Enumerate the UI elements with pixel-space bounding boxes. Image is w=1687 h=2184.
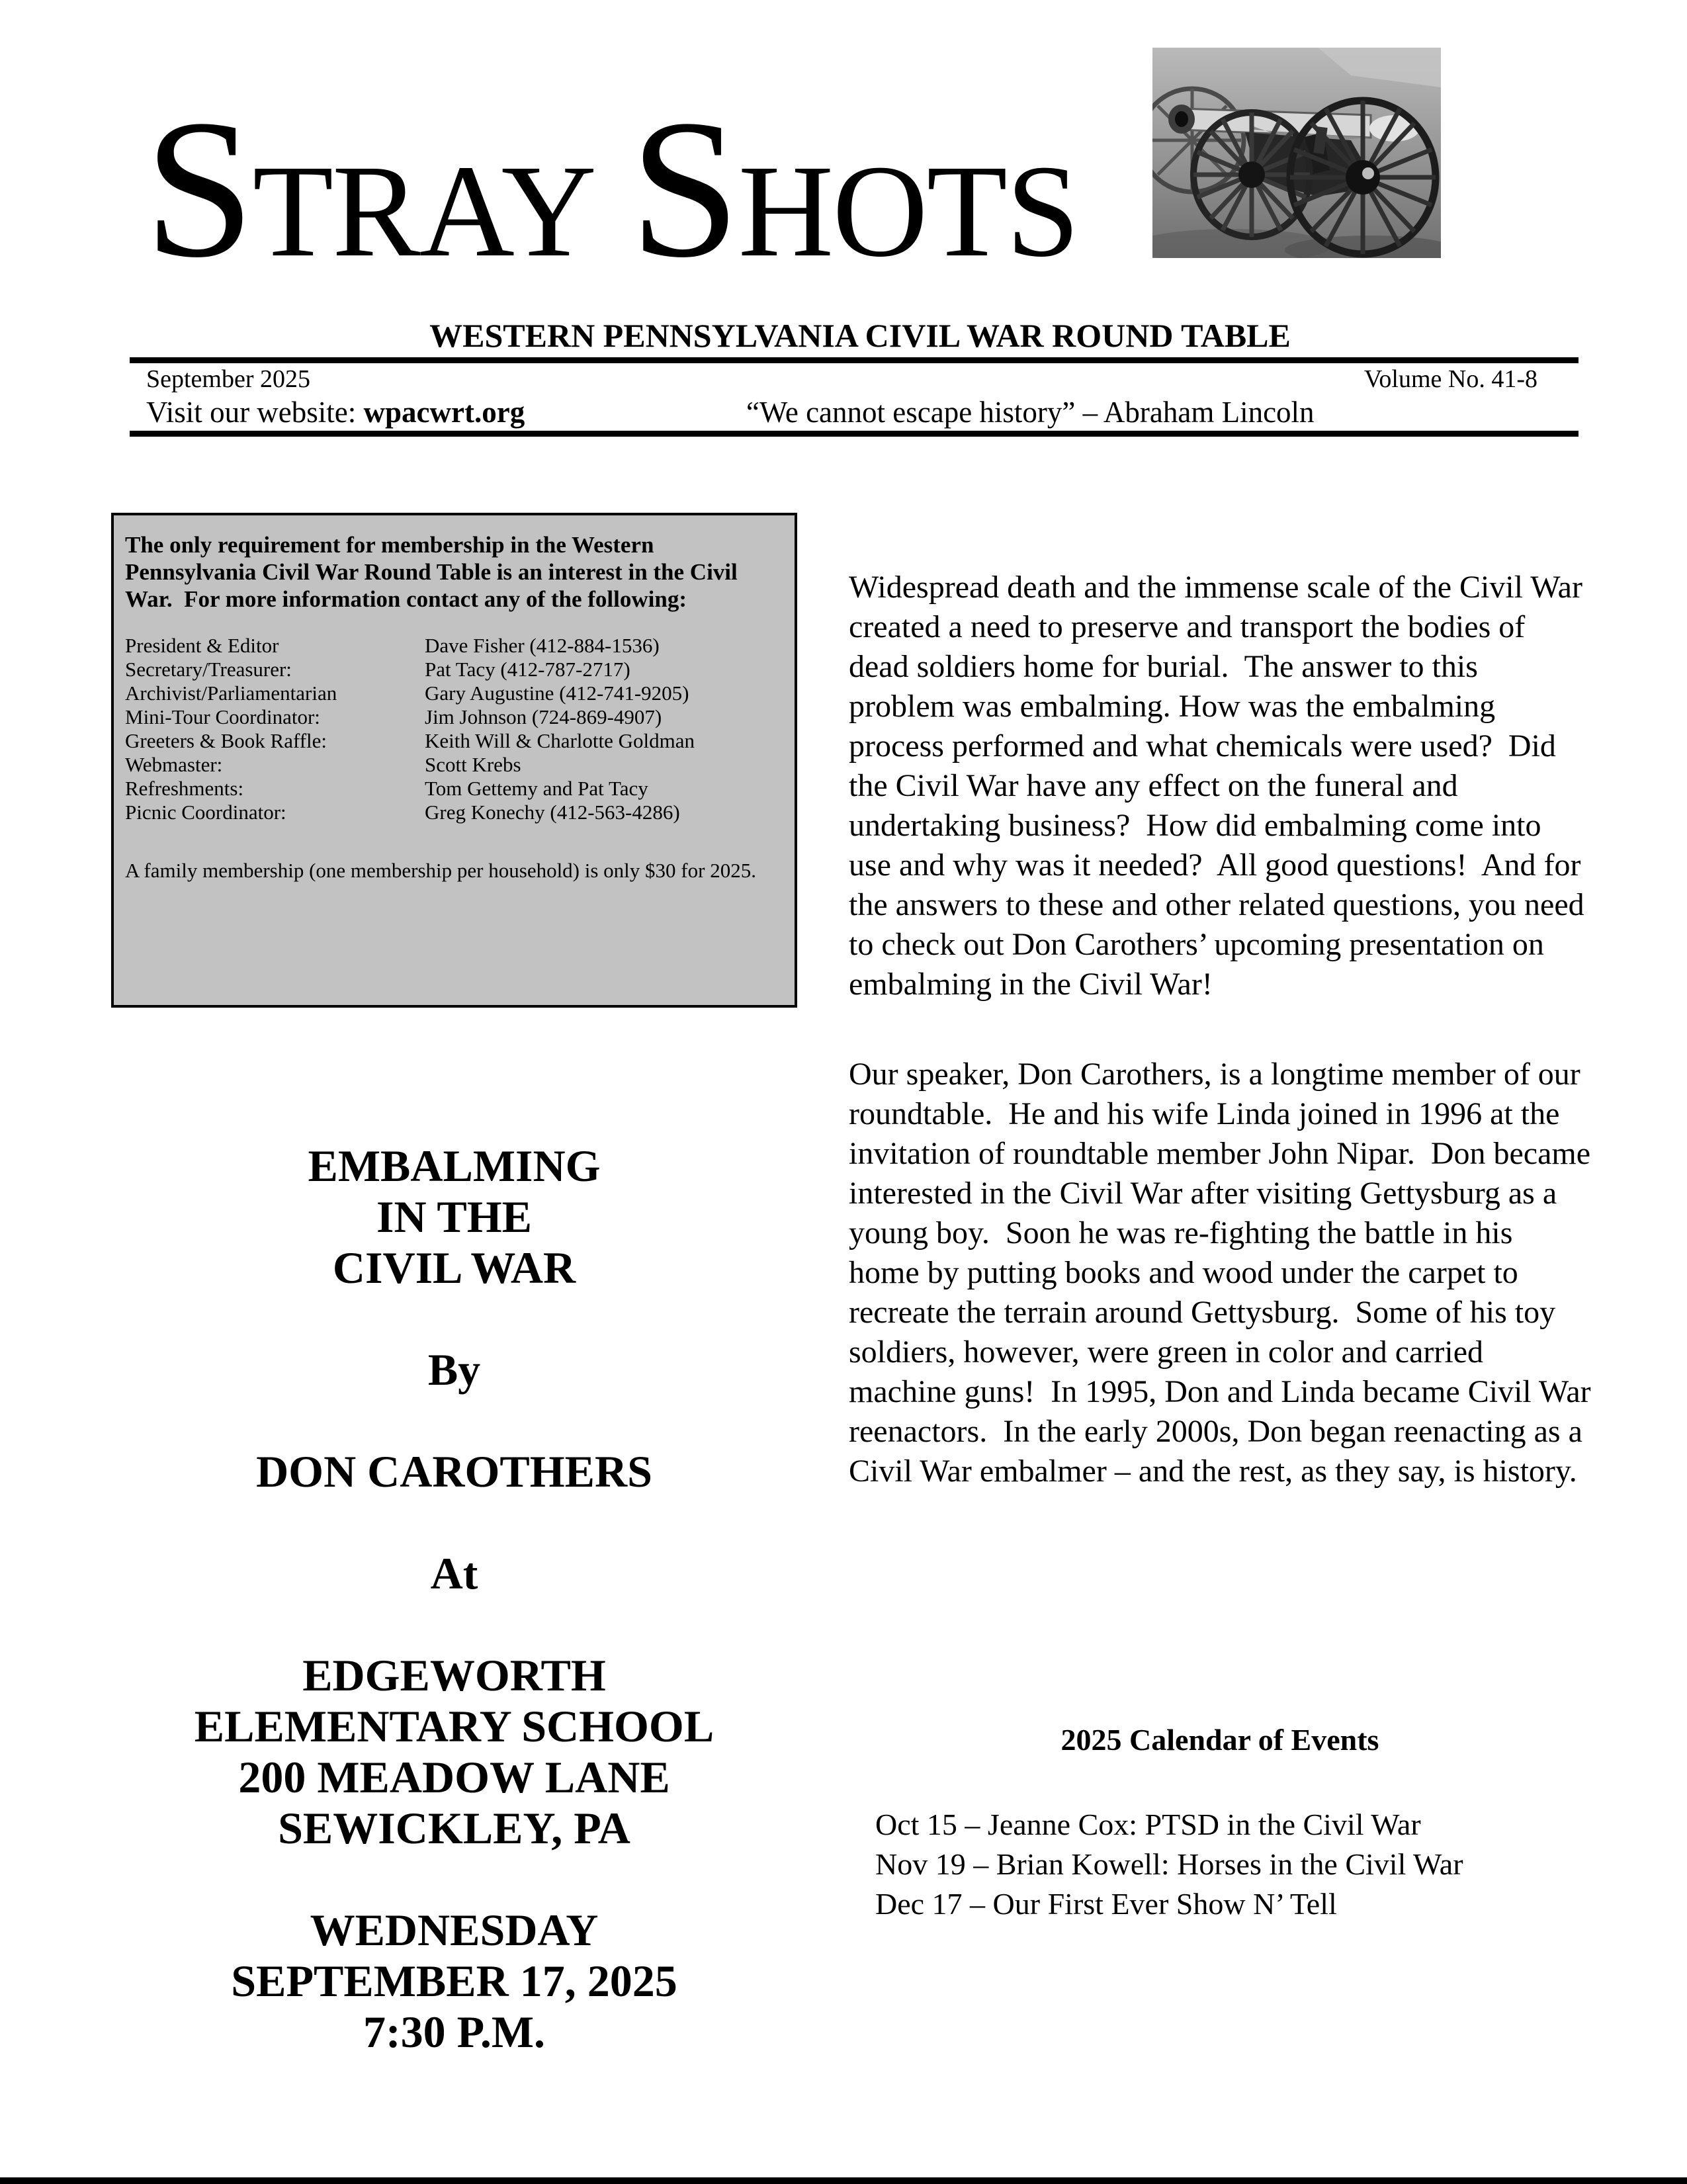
event-datetime-line: WEDNESDAY bbox=[310, 1905, 599, 1955]
header-rule-top bbox=[130, 357, 1579, 363]
contact-person: Scott Krebs bbox=[425, 753, 521, 776]
title-initial-2: S bbox=[629, 79, 738, 298]
contact-person: Gary Augustine (412-741-9205) bbox=[425, 681, 689, 705]
event-announcement bbox=[111, 1141, 797, 2058]
contact-row bbox=[125, 801, 781, 824]
contact-role: Refreshments: bbox=[125, 777, 244, 800]
article-column bbox=[849, 568, 1599, 1924]
volume-number: Volume No. 41-8 bbox=[1363, 365, 1537, 393]
contact-person: Jim Johnson (724-869-4907) bbox=[425, 705, 662, 728]
contact-role: Picnic Coordinator: bbox=[125, 801, 286, 824]
contact-role: Webmaster: bbox=[125, 753, 223, 776]
title-smallcaps-1: TRAY bbox=[252, 138, 595, 284]
organization-name: WESTERN PENNSYLVANIA CIVIL WAR ROUND TABLE bbox=[429, 317, 1291, 354]
membership-intro: The only requirement for membership in the Western Pennsylvania Civil War Round Table is an interest in the Civil War. For more information contact any of the following: bbox=[125, 532, 743, 612]
calendar-event: Dec 17 – Our First Ever Show N’ Tell bbox=[875, 1887, 1337, 1921]
contact-row bbox=[125, 777, 781, 801]
civil-war-cannon-photo bbox=[1152, 48, 1441, 258]
lincoln-quote: “We cannot escape history” – Abraham Lincoln bbox=[746, 396, 1315, 429]
article-paragraph-1: Widespread death and the immense scale of the Civil War created a need to preserve and transport the bodies of dead soldiers home for burial. The answer to this problem was embalming. How was the embalming process performed and what chemicals were used? Did the Civil War have any effect on the funeral and undertaking business? How did embalming come into use and why was it needed? All good questions! And for the answers to these and other related questions, you need to check out Don Carothers’ upcoming presentation on embalming in the Civil War! bbox=[849, 570, 1592, 1002]
event-datetime-line: 7:30 P.M. bbox=[363, 2007, 546, 2057]
calendar-heading: 2025 Calendar of Events bbox=[1060, 1723, 1379, 1757]
contact-role: Mini-Tour Coordinator: bbox=[125, 705, 320, 728]
contact-row bbox=[125, 658, 781, 681]
issue-date: September 2025 bbox=[146, 365, 311, 393]
contact-person: Dave Fisher (412-884-1536) bbox=[425, 634, 660, 657]
contact-list bbox=[125, 634, 781, 824]
event-title bbox=[111, 1141, 797, 1293]
event-venue-line: SEWICKLEY, PA bbox=[278, 1803, 630, 1853]
contact-role: Greeters & Book Raffle: bbox=[125, 729, 327, 752]
contact-row bbox=[125, 634, 781, 658]
contact-row bbox=[125, 753, 781, 777]
contact-role: Archivist/Parliamentarian bbox=[125, 681, 337, 705]
header-rule-bottom bbox=[130, 431, 1579, 437]
title-smallcaps-2: HOTS bbox=[738, 138, 1079, 284]
membership-note: A family membership (one membership per household) is only $30 for 2025. bbox=[125, 859, 756, 882]
contact-person: Keith Will & Charlotte Goldman bbox=[425, 729, 695, 752]
contact-row bbox=[125, 681, 781, 705]
event-venue-line: EDGEWORTH bbox=[302, 1650, 606, 1700]
page-bottom-edge bbox=[0, 2177, 1687, 2184]
title-initial-1: S bbox=[144, 79, 253, 298]
contact-role: President & Editor bbox=[125, 634, 279, 657]
website-label: Visit our website: bbox=[146, 396, 364, 429]
newsletter-title bbox=[144, 79, 1079, 298]
contact-role: Secretary/Treasurer: bbox=[125, 658, 292, 681]
event-title-line: EMBALMING bbox=[308, 1141, 601, 1191]
website-row bbox=[146, 396, 1537, 430]
membership-info-box bbox=[111, 513, 797, 1008]
website-link[interactable]: wpacwrt.org bbox=[363, 396, 525, 429]
event-speaker: DON CAROTHERS bbox=[256, 1446, 652, 1497]
event-by: By bbox=[427, 1344, 481, 1395]
contact-person: Tom Gettemy and Pat Tacy bbox=[425, 777, 648, 800]
contact-person: Pat Tacy (412-787-2717) bbox=[425, 658, 630, 681]
contact-person: Greg Konechy (412-563-4286) bbox=[425, 801, 680, 824]
contact-row bbox=[125, 729, 781, 753]
event-datetime bbox=[111, 1905, 797, 2058]
event-venue bbox=[111, 1650, 797, 1854]
issue-meta-row bbox=[146, 365, 1537, 394]
calendar-event: Nov 19 – Brian Kowell: Horses in the Civil War bbox=[875, 1847, 1463, 1881]
event-title-line: IN THE bbox=[376, 1192, 532, 1242]
event-at: At bbox=[430, 1548, 478, 1598]
event-venue-line: 200 MEADOW LANE bbox=[238, 1752, 670, 1802]
calendar-list bbox=[849, 1805, 1591, 1924]
right-wheel bbox=[1290, 101, 1436, 254]
event-title-line: CIVIL WAR bbox=[332, 1243, 576, 1293]
article-paragraph-2: Our speaker, Don Carothers, is a longtime member of our roundtable. He and his wife Linda joined in 1996 at the invitation of roundtable member John Nipar. Don became interested in the Civil War after visiting Gettysburg as a young boy. Soon he was re-fighting the battle in his home by putting books and wood under the carpet to recreate the terrain around Gettysburg. Some of his toy soldiers, however, were green in color and carried machine guns! In 1995, Don and Linda became Civil War reenactors. In the early 2000s, Don began reenacting as a Civil War embalmer – and the rest, as they say, is history. bbox=[849, 1057, 1599, 1489]
event-venue-line: ELEMENTARY SCHOOL bbox=[194, 1701, 714, 1751]
event-datetime-line: SEPTEMBER 17, 2025 bbox=[231, 1956, 677, 2006]
contact-row bbox=[125, 705, 781, 729]
calendar-event: Oct 15 – Jeanne Cox: PTSD in the Civil War bbox=[875, 1808, 1421, 1841]
